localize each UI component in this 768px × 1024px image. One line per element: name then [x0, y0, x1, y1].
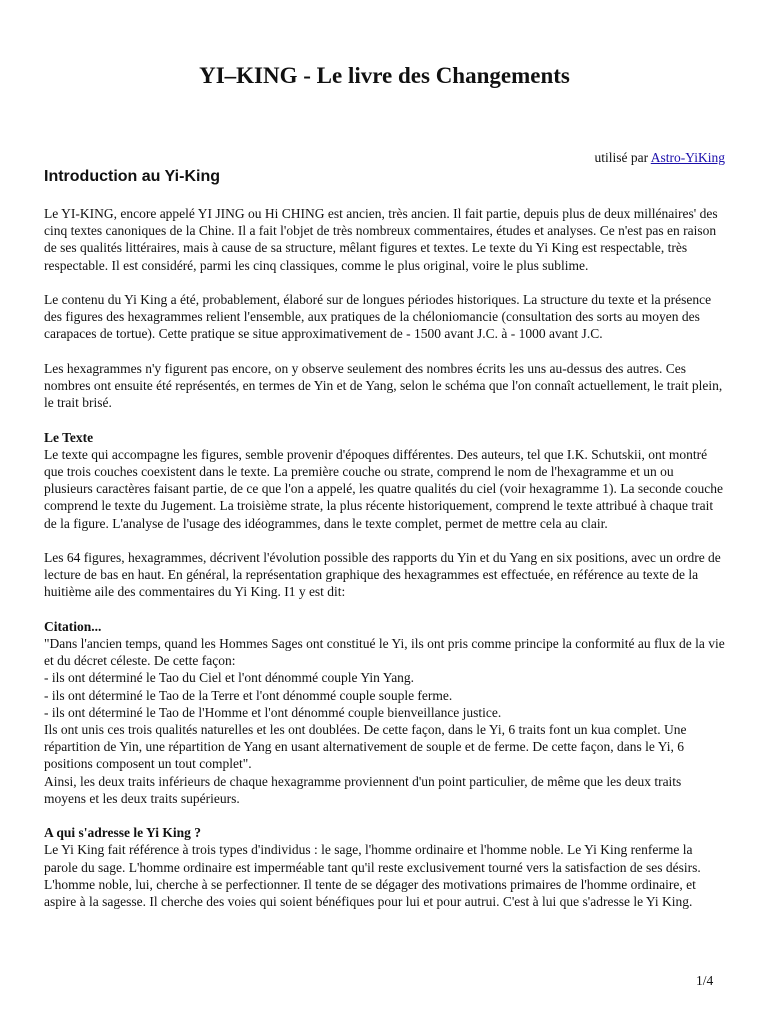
paragraph-texte: Le texte qui accompagne les figures, semble provenir d'époques différentes. Des auteurs, tel que I.K. Schutskii, ont montré que trois couches coexistent dans le texte. La première couche ou strate, comprend le nom de l'hexagramme et un ou plusieurs caractères faisant partie, de ce que l'on a appelé, les quatre qualités du ciel (voir hexagramme 1). La seconde couche comprend le texte du Jugement. La troisième strate, la plus récente historiquement, comprend le texte attribué à chaque trait de la figure. L'analyse de l'usage des idéogrammes, dans le texte complet, permet de mettre cela au clair. — [44, 446, 724, 531]
section-le-texte — [44, 429, 725, 532]
byline-prefix: utilisé par — [594, 150, 651, 165]
citation-line: Ainsi, les deux traits inférieurs de chaque hexagramme proviennent d'un point particulier, de même que les deux traits moyens et les deux traits supérieurs. — [44, 773, 682, 806]
subheading-le-texte: Le Texte — [44, 429, 94, 445]
citation-line: Ils ont unis ces trois qualités naturelles et les ont doublées. De cette façon, dans le Yi, 6 traits font un kua complet. Une répartition de Yin, une répartition de Yang en usant alternativement de souple et de ferme. De cette façon, dans le Yi, 6 positions composent un tout complet". — [44, 722, 687, 772]
paragraph-hexagrammes: Les hexagrammes n'y figurent pas encore, on y observe seulement des nombres écrits les uns au-dessus des autres. Ces nombres ont ensuite été représentés, en termes de Yin et de Yang, selon le schéma que l'on connaît actuellement, le trait plein, le trait brisé. — [44, 360, 723, 411]
citation-line: "Dans l'ancien temps, quand les Hommes Sages ont constitué le Yi, ils ont pris comme principe la conformité au flux de la vie et du décret céleste. De cette façon: — [44, 636, 725, 669]
astro-yiking-link[interactable]: Astro-YiKing — [650, 150, 725, 165]
document-title: YI–KING - Le livre des Changements — [199, 63, 570, 88]
byline — [595, 149, 726, 167]
citation-line: - ils ont déterminé le Tao du Ciel et l'ont dénommé couple Yin Yang. — [44, 670, 415, 686]
page-number: 1/4 — [696, 973, 714, 988]
paragraph-adresse: Le Yi King fait référence à trois types d'individus : le sage, l'homme ordinaire et l'homme noble. Le Yi King renferme la parole du sage. L'homme ordinaire est imperméable tant qu'il reste exclusivement tourné vers la satisfaction de ses désirs. L'homme noble, lui, cherche à se perfectionner. Il tente de se dégager des motivations primaires de l'homme ordinaire, et aspire à la sagesse. Il cherche des voies qui soient bénéfiques pour lui et pour autrui. C'est à lui que s'adresse le Yi King. — [44, 842, 701, 910]
paragraph-contenu: Le contenu du Yi King a été, probablement, élaboré sur de longues périodes historiques. La structure du texte et la présence des figures des hexagrammes relient l'ensemble, aux pratiques de la chéloniomancie (consultation des sorts au moyen des carapaces de tortue). Cette pratique se situe approximativement de - 1500 avant J.C. à - 1000 avant J.C. — [44, 292, 712, 342]
paragraph-intro: Le YI-KING, encore appelé YI JING ou Hi CHING est ancien, très ancien. Il fait partie, depuis plus de deux millénaires' des cinq textes canoniques de la Chine. Il a fait l'objet de très nombreux commentaires, études et analyses. Ce n'est pas en raison de ses qualités littéraires, mais à cause de sa structure, mêlant figures et textes. Le texte du Yi King est respectable, très respectable. Il est considéré, parmi les cinq classiques, comme le plus original, voire le plus sublime. — [44, 206, 718, 273]
document-body — [44, 205, 725, 927]
section-citation — [44, 618, 725, 807]
subheading-adresse: A qui s'adresse le Yi King ? — [44, 825, 202, 841]
subheading-citation: Citation... — [44, 618, 102, 634]
citation-line: - ils ont déterminé le Tao de la Terre et l'ont dénommé couple souple ferme. — [44, 687, 453, 703]
paragraph-figures: Les 64 figures, hexagrammes, décrivent l'évolution possible des rapports du Yin et du Yang en six positions, avec un ordre de lecture de bas en haut. En général, la représentation graphique des hexagrammes est effectuée, en référence au texte de la huitième aile des commentaires du Yi King. I1 y est dit: — [44, 550, 721, 600]
citation-line: - ils ont déterminé le Tao de l'Homme et l'ont dénommé couple bienveillance justice. — [44, 704, 502, 720]
section-adresse — [44, 824, 725, 910]
section-heading: Introduction au Yi-King — [44, 168, 220, 185]
